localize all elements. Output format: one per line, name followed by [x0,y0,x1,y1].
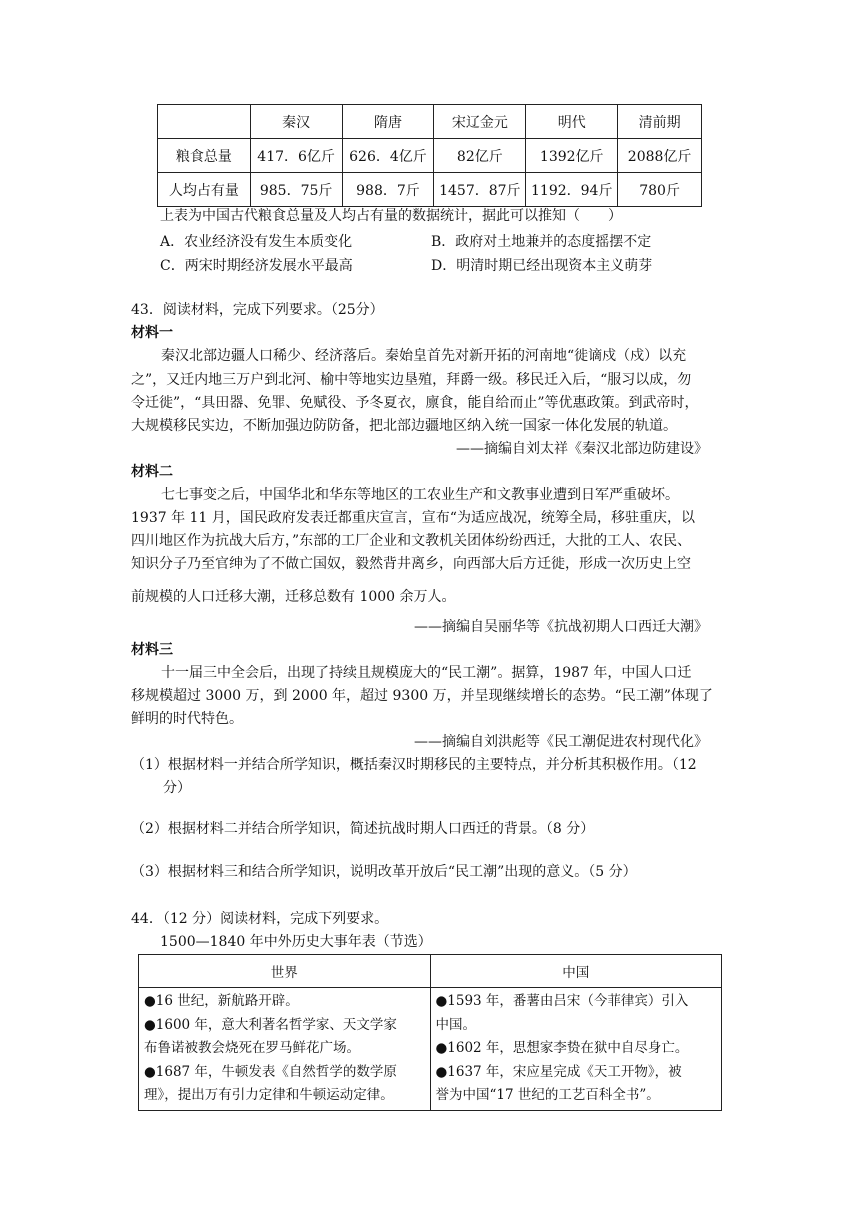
paragraph-line: 大规模移民实边，不断加强边防防备，把北部边疆地区纳入统一国家一体化发展的轨道。 [131,418,677,434]
list-item: ●1600 年，意大利著名哲学家、天文学家 [144,1016,397,1033]
table-cell: 2088亿斤 [618,139,702,173]
table-cell: 417．6亿斤 [250,139,342,173]
question-title: 44．（12 分）阅读材料，完成下列要求。 [131,911,389,927]
table-caption: 1500—1840 年中外历史大事年表（节选） [160,934,432,950]
sub-question-2: （2）根据材料二并结合所学知识，简述抗战时期人口西迁的背景。（8 分） [131,821,595,837]
list-item: 理》，提出万有引力定律和牛顿运动定律。 [144,1087,394,1103]
table-row [158,139,702,173]
material-label: 材料二 [131,464,173,480]
list-item: ●1593 年，番薯由吕宋（今菲律宾）引入 [435,993,689,1009]
world-events-cell [139,988,431,1111]
table-cell: 626．4亿斤 [342,139,434,173]
sub-question-1-continued: 分） [163,780,191,796]
table-cell: 1457．87斤 [434,173,526,207]
source-citation: ——摘编自刘太祥《秦汉北部边防建设》 [456,441,708,457]
table-row [158,173,702,207]
table-cell: 780斤 [618,173,702,207]
source-citation: ——摘编自刘洪彪等《民工潮促进农村现代化》 [414,734,708,750]
table-header-cell: 隋唐 [342,105,434,139]
source-citation: ——摘编自吴丽华等《抗战初期人口西迁大潮》 [414,619,708,635]
paragraph-line: 七七事变之后，中国华北和华东等地区的工农业生产和文教事业遭到日军严重破坏。 [161,487,679,503]
material-label: 材料三 [131,642,173,658]
paragraph-line: 鲜明的时代特色。 [131,711,243,727]
list-item: ●16 世纪，新航路开辟。 [144,993,299,1009]
paragraph-line: 之”，又迁内地三万户到北河、榆中等地实边垦殖，拜爵一级。移民迁入后，“服习以成，勿 [131,372,692,388]
table-header-cell: 清前期 [618,105,702,139]
row-label: 粮食总量 [158,139,251,173]
paragraph-line: 前规模的人口迁移大潮，迁移总数有 1000 余万人。 [131,589,456,605]
table-header-cell: 宋辽金元 [434,105,526,139]
table-cell: 82亿斤 [434,139,526,173]
list-item: 誉为中国“17 世纪的工艺百科全书”。 [435,1087,660,1103]
paragraph-line: 移规模超过 3000 万，到 2000 年，超过 9300 万，并呈现继续增长的态势。“民工潮”体现了 [131,688,713,704]
table-header-row [158,105,702,139]
table-header-cell: 秦汉 [250,105,342,139]
question-title: 43．阅读材料，完成下列要求。（25分） [131,302,384,318]
option-b: B．政府对土地兼并的态度摇摆不定 [431,234,652,250]
paragraph-line: 知识分子乃至官绅为了不做亡国奴，毅然背井离乡，向西部大后方迁徙，形成一次历史上空 [131,556,691,572]
column-header-world: 世界 [139,955,431,988]
sub-question-1: （1）根据材料一并结合所学知识，概括秦汉时期移民的主要特点，并分析其积极作用。（12 [131,757,697,773]
paragraph-line: 令迁徙”，“具田器、免罪、免赋役、予冬夏衣，廪食，能自给而止”等优惠政策。到武帝时， [131,395,699,411]
grain-statistics-table [157,104,702,207]
paragraph-line: 1937 年 11 月，国民政府发表迁都重庆宣言，宣布“为适应战况，统筹全局，移驻重庆，以 [131,510,695,526]
paragraph-line: 四川地区作为抗战大后方，”东部的工厂企业和文教机关团体纷纷西迁，大批的工人、农民、 [131,533,692,549]
table-cell [158,105,251,139]
option-d: D．明清时期已经出现资本主义萌芽 [431,258,653,274]
paragraph-line: 秦汉北部边疆人口稀少、经济落后。秦始皇首先对新开拓的河南地“徙谪戍（戍）以充 [161,348,687,364]
sub-question-3: （3）根据材料三和结合所学知识，说明改革开放后“民工潮”出现的意义。（5 分） [131,864,637,880]
table-cell: 988．7斤 [342,173,434,207]
chronology-table [138,954,722,1111]
material-label: 材料一 [131,325,173,341]
column-header-china: 中国 [430,955,722,988]
list-item: ●1687 年，牛顿发表《自然哲学的数学原 [144,1063,397,1080]
option-a: A．农业经济没有发生本质变化 [160,234,353,250]
row-label: 人均占有量 [158,173,251,207]
table-header-row [139,955,722,988]
list-item: ●1602 年，思想家李贽在狱中自尽身亡。 [435,1040,689,1056]
table-cell: 1392亿斤 [526,139,618,173]
table-cell: 985．75斤 [250,173,342,207]
question-stem: 上表为中国古代粮食总量及人均占有量的数据统计，据此可以推知（ ） [160,208,622,224]
list-item: 布鲁诺被教会烧死在罗马鲜花广场。 [144,1040,360,1056]
paragraph-line: 十一届三中全会后，出现了持续且规模庞大的“民工潮”。据算，1987 年，中国人口迁 [161,665,692,681]
table-row [139,988,722,1111]
list-item: 中国。 [435,1016,476,1033]
table-cell: 1192．94斤 [526,173,618,207]
china-events-cell [430,988,722,1111]
table-header-cell: 明代 [526,105,618,139]
option-c: C．两宋时期经济发展水平最高 [160,258,353,274]
list-item: ●1637 年，宋应星完成《天工开物》，被 [435,1063,682,1080]
